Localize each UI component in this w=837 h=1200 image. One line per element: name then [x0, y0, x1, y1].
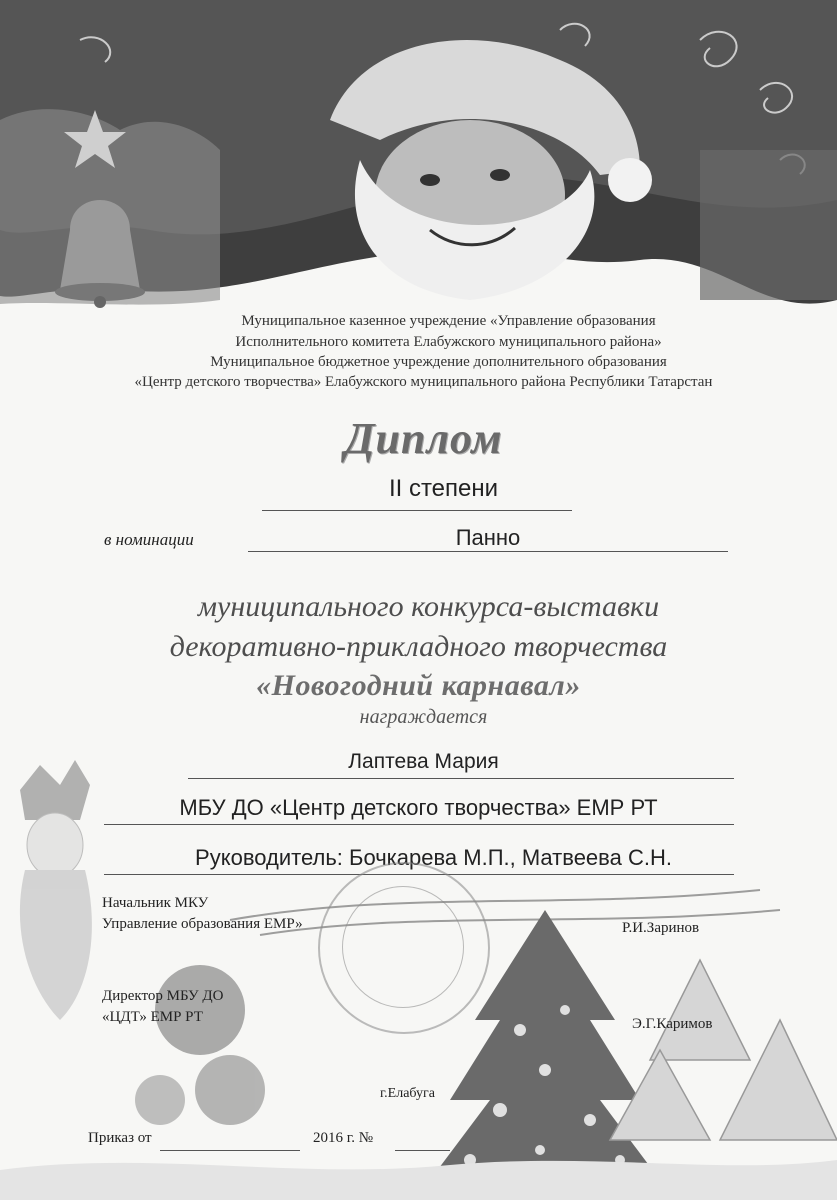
round-stamp [318, 862, 490, 1034]
city-label: г.Елабуга [380, 1086, 435, 1101]
order-underline [160, 1150, 300, 1151]
nomination-label: в номинации [104, 530, 194, 549]
order-year: 2016 г. № [313, 1130, 374, 1146]
contest-name: «Новогодний карнавал» [256, 669, 581, 702]
contest-line-2: декоративно-прикладного творчества [169, 630, 668, 663]
order-label: Приказ от [88, 1130, 152, 1146]
header-line-1: Муниципальное казенное учреждение «Управление образования [241, 313, 656, 329]
head-title-line-2: Управление образования ЕМР» [102, 916, 303, 932]
header-line-2: Исполнительного комитета Елабужского муниципального района» [235, 334, 662, 350]
contest-line-1: муниципального конкурса-выставки [197, 590, 660, 623]
institution-name: МБУ ДО «Центр детского творчества» ЕМР РТ [179, 795, 658, 820]
nomination-value: Панно [455, 525, 521, 550]
director-title-line-2: «ЦДТ» ЕМР РТ [102, 1009, 203, 1025]
order-number-underline [395, 1150, 450, 1151]
head-name: Р.И.Заринов [622, 920, 700, 936]
supervisors-line: Руководитель: Бочкарева М.П., Матвеева С.Н. [195, 845, 672, 870]
diploma-title: Диплом [344, 414, 503, 463]
recipient-underline [188, 778, 734, 779]
director-title-line-1: Директор МБУ ДО [102, 988, 224, 1004]
diploma-degree: II степени [388, 475, 499, 502]
awarded-label: награждается [359, 706, 488, 728]
head-title-line-1: Начальник МКУ [102, 895, 209, 911]
institution-underline [104, 824, 734, 825]
header-line-3: Муниципальное бюджетное учреждение дополнительного образования [210, 354, 667, 370]
header-line-4: «Центр детского творчества» Елабужского муниципального района Республики Татарстан [134, 374, 713, 390]
nomination-underline [248, 551, 728, 552]
degree-underline [262, 510, 572, 511]
director-name: Э.Г.Каримов [632, 1016, 713, 1032]
top-artwork [0, 0, 837, 330]
recipient-name: Лаптева Мария [348, 750, 499, 773]
